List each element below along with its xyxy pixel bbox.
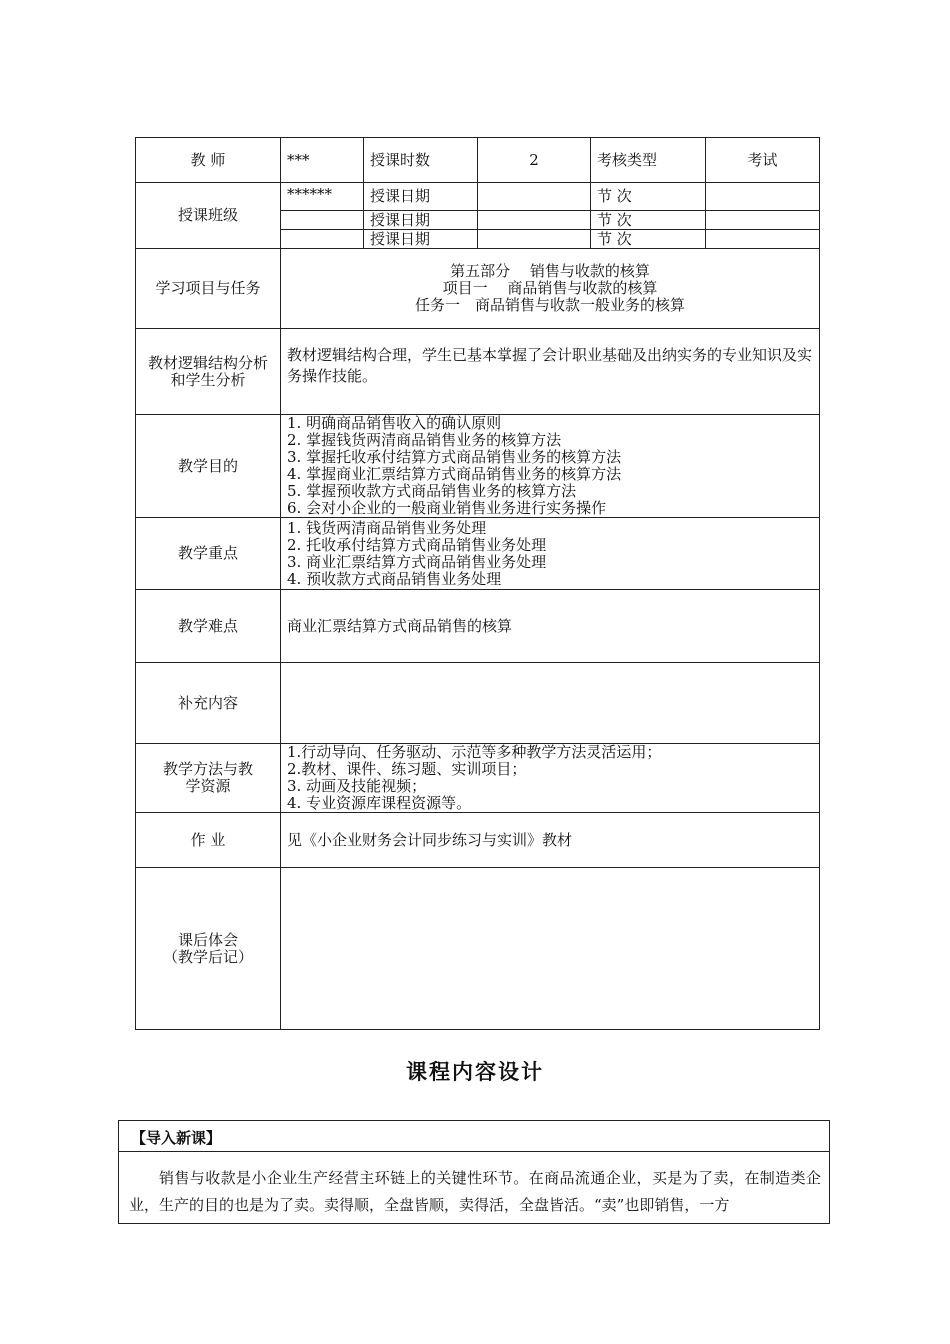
project-line: 第五部分 销售与收款的核算 xyxy=(450,262,650,280)
keypoint-item: 1. 钱货两清商品销售业务处理 xyxy=(287,518,487,537)
homework-label: 作 业 xyxy=(136,813,281,868)
method-item: 2.教材、课件、练习题、实训项目； xyxy=(287,760,527,778)
row-methods xyxy=(136,744,820,813)
intro-divider xyxy=(119,1151,829,1152)
class-label: 授课班级 xyxy=(136,183,281,249)
teacher-label: 教 师 xyxy=(136,138,281,183)
exam-type-value: 考试 xyxy=(706,138,820,183)
intro-heading: 【导入新课】 xyxy=(131,1129,222,1147)
date-label-3: 授课日期 xyxy=(364,230,478,249)
keypoints-label: 教学重点 xyxy=(136,518,281,590)
date-value-2 xyxy=(478,211,591,230)
hours-value: 2 xyxy=(478,138,591,183)
supplement-text xyxy=(281,663,820,744)
session-label-2: 节 次 xyxy=(591,211,706,230)
keypoint-item: 4. 预收款方式商品销售业务处理 xyxy=(287,569,502,588)
lesson-plan-table xyxy=(135,137,820,1030)
row-supplement xyxy=(136,663,820,744)
objective-item: 4. 掌握商业汇票结算方式商品销售业务的核算方法 xyxy=(287,465,622,483)
intro-box xyxy=(118,1120,830,1224)
reflection-label-line: （教学后记） xyxy=(162,947,253,966)
analysis-label: 教材逻辑结构分析和学生分析 xyxy=(136,329,281,415)
row-reflection xyxy=(136,868,820,1030)
row-teacher xyxy=(136,138,820,183)
reflection-text xyxy=(281,868,820,1030)
analysis-text: 教材逻辑结构合理，学生已基本掌握了会计职业基础及出纳实务的专业知识及实务操作技能。 xyxy=(281,329,820,415)
objective-item: 6. 会对小企业的一般商业销售业务进行实务操作 xyxy=(287,499,607,517)
row-keypoints xyxy=(136,518,820,590)
date-value-3 xyxy=(478,230,591,249)
method-item: 1.行动导向、任务驱动、示范等多种教学方法灵活运用； xyxy=(287,743,662,761)
method-item: 3. 动画及技能视频； xyxy=(287,777,427,795)
session-label-1: 节 次 xyxy=(591,183,706,211)
method-item: 4. 专业资源库课程资源等。 xyxy=(287,794,472,812)
keypoints-list xyxy=(281,518,820,590)
row-difficulty xyxy=(136,590,820,663)
class-value-2 xyxy=(281,211,364,230)
keypoint-item: 2. 托收承付结算方式商品销售业务处理 xyxy=(287,535,547,554)
row-class-1 xyxy=(136,183,820,211)
objectives-label: 教学目的 xyxy=(136,415,281,518)
session-value-1 xyxy=(706,183,820,211)
objectives-list xyxy=(281,415,820,518)
row-analysis xyxy=(136,329,820,415)
exam-type-label: 考核类型 xyxy=(591,138,706,183)
intro-paragraph: 销售与收款是小企业生产经营主环链上的关键性环节。在商品流通企业，买是为了卖，在制造类企业，生产的目的也是为了卖。卖得顺，全盘皆顺，卖得活，全盘皆活。“卖”也即销售，一方 xyxy=(129,1169,821,1214)
difficulty-text: 商业汇票结算方式商品销售的核算 xyxy=(281,590,820,663)
homework-text: 见《小企业财务会计同步练习与实训》教材 xyxy=(281,813,820,868)
date-label-2: 授课日期 xyxy=(364,211,478,230)
objective-item: 3. 掌握托收承付结算方式商品销售业务的核算方法 xyxy=(287,448,622,466)
row-objectives xyxy=(136,415,820,518)
session-label-3: 节 次 xyxy=(591,230,706,249)
teacher-value: *** xyxy=(281,138,364,183)
difficulty-label: 教学难点 xyxy=(136,590,281,663)
date-label-1: 授课日期 xyxy=(364,183,478,211)
class-value-3 xyxy=(281,230,364,249)
row-project xyxy=(136,249,820,329)
methods-list xyxy=(281,744,820,813)
project-line: 任务一 商品销售与收款一般业务的核算 xyxy=(414,296,685,314)
project-label: 学习项目与任务 xyxy=(136,249,281,329)
objective-item: 1. 明确商品销售收入的确认原则 xyxy=(287,414,502,432)
methods-label: 教学方法与教学资源 xyxy=(136,744,281,813)
reflection-label-line: 课后体会 xyxy=(177,930,238,949)
project-line: 项目一 商品销售与收款的核算 xyxy=(442,279,658,297)
hours-label: 授课时数 xyxy=(364,138,478,183)
date-value-1 xyxy=(478,183,591,211)
objective-item: 2. 掌握钱货两清商品销售业务的核算方法 xyxy=(287,431,562,449)
section-title: 课程内容设计 xyxy=(406,1060,544,1084)
objective-item: 5. 掌握预收款方式商品销售业务的核算方法 xyxy=(287,482,577,500)
supplement-label: 补充内容 xyxy=(136,663,281,744)
row-homework xyxy=(136,813,820,868)
session-value-2 xyxy=(706,211,820,230)
keypoint-item: 3. 商业汇票结算方式商品销售业务处理 xyxy=(287,552,547,571)
reflection-label xyxy=(136,868,281,1030)
session-value-3 xyxy=(706,230,820,249)
class-value: ****** xyxy=(281,183,364,211)
project-tasks xyxy=(281,249,820,329)
